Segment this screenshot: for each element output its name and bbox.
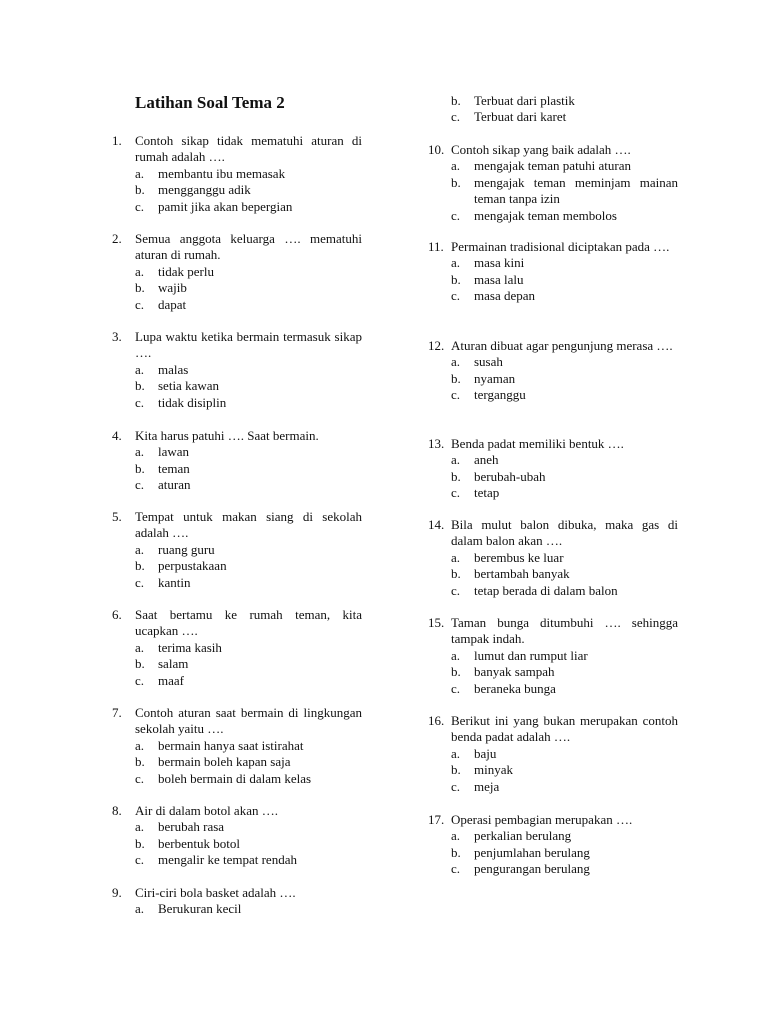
option-letter: c.: [135, 394, 145, 410]
option-letter: a.: [451, 452, 461, 468]
answer-option: [428, 762, 678, 778]
answer-option: [112, 542, 362, 558]
page-title: Latihan Soal Tema 2: [135, 93, 285, 112]
option-text: ruang guru: [158, 541, 215, 557]
answer-option: [112, 297, 362, 313]
question-11: [428, 239, 678, 305]
answer-option: [428, 746, 678, 762]
question-number: 14.: [428, 517, 445, 532]
option-letter: a.: [135, 541, 145, 557]
option-text: salam: [158, 656, 189, 672]
option-letter: c.: [135, 198, 145, 214]
option-letter: b.: [451, 93, 461, 108]
option-text: berembus ke luar: [474, 549, 564, 565]
option-text: berubah-ubah: [474, 468, 546, 484]
option-text: lumut dan rumput liar: [474, 647, 588, 663]
answer-option: [112, 901, 362, 917]
answer-option: [428, 272, 678, 288]
question-number: 5.: [112, 509, 122, 524]
option-text: masa kini: [474, 255, 525, 271]
question-9: [112, 885, 362, 918]
option-text: mengalir ke tempat rendah: [158, 852, 297, 868]
answer-option: [428, 469, 678, 485]
question-6: [112, 607, 362, 689]
answer-option: [112, 378, 362, 394]
option-text: mengajak teman membolos: [474, 207, 617, 223]
option-letter: c.: [451, 582, 461, 598]
option-text: Berukuran kecil: [158, 901, 242, 917]
option-text: berbentuk botol: [158, 835, 240, 851]
option-text: mengganggu adik: [158, 182, 251, 198]
question-10: [428, 142, 678, 224]
option-text: malas: [158, 361, 189, 377]
answer-option: [112, 836, 362, 852]
option-letter: a.: [135, 444, 145, 460]
option-letter: c.: [451, 207, 461, 223]
option-letter: b.: [135, 656, 145, 672]
question-stem: Operasi pembagian merupakan ….: [451, 812, 633, 827]
question-15: [428, 615, 678, 697]
answer-option: [428, 452, 678, 468]
option-letter: b.: [451, 664, 461, 680]
option-letter: c.: [135, 296, 145, 312]
question-number: 6.: [112, 607, 122, 622]
option-text: mengajak teman meminjam mainan teman tanpa izin: [474, 174, 678, 207]
option-letter: b.: [135, 754, 145, 770]
option-letter: a.: [451, 255, 461, 271]
option-letter: b.: [135, 378, 145, 394]
question-1: [112, 133, 362, 215]
question-number: 8.: [112, 803, 122, 818]
question-number: 16.: [428, 713, 445, 728]
option-text: wajib: [158, 280, 187, 296]
answer-option: [112, 362, 362, 378]
option-text: mengajak teman patuhi aturan: [474, 158, 632, 174]
option-letter: b.: [451, 174, 461, 190]
option-letter: c.: [451, 109, 461, 125]
option-letter: a.: [135, 263, 145, 279]
answer-option: [428, 175, 678, 208]
question-number: 10.: [428, 142, 445, 157]
question-number: 7.: [112, 705, 122, 720]
option-letter: a.: [135, 639, 145, 655]
option-text: meja: [474, 778, 500, 794]
question-number: 3.: [112, 329, 122, 344]
answer-option: [112, 738, 362, 754]
question-number: 2.: [112, 231, 122, 246]
question-stem: Contoh aturan saat bermain di lingkungan sekolah yaitu ….: [135, 705, 362, 737]
option-text: teman: [158, 460, 190, 476]
option-letter: a.: [451, 549, 461, 565]
question-3: [112, 329, 362, 411]
question-13: [428, 436, 678, 502]
answer-option: [112, 461, 362, 477]
option-text: penjumlahan berulang: [474, 844, 590, 860]
option-letter: c.: [135, 574, 145, 590]
option-letter: a.: [451, 354, 461, 370]
answer-option: [112, 264, 362, 280]
option-text: bertambah banyak: [474, 566, 570, 582]
question-stem: Lupa waktu ketika bermain termasuk sikap ….: [135, 329, 362, 361]
option-letter: a.: [135, 819, 145, 835]
option-letter: c.: [451, 387, 461, 403]
option-letter: a.: [135, 165, 145, 181]
option-text: banyak sampah: [474, 664, 555, 680]
option-text: lawan: [158, 444, 190, 460]
option-text: kantin: [158, 574, 191, 590]
option-text: Terbuat dari karet: [474, 109, 567, 125]
option-letter: b.: [451, 762, 461, 778]
option-text: bermain hanya saat istirahat: [158, 737, 304, 753]
option-letter: b.: [135, 182, 145, 198]
option-letter: c.: [451, 485, 461, 501]
answer-option: [428, 681, 678, 697]
option-letter: b.: [135, 835, 145, 851]
option-letter: c.: [135, 852, 145, 868]
answer-option: [112, 395, 362, 411]
option-letter: a.: [451, 828, 461, 844]
answer-option: [112, 673, 362, 689]
answer-option: [428, 354, 678, 370]
question-2: [112, 231, 362, 313]
option-text: beraneka bunga: [474, 680, 556, 696]
answer-option: [112, 166, 362, 182]
question-stem: Aturan dibuat agar pengunjung merasa ….: [451, 338, 673, 353]
option-letter: c.: [451, 778, 461, 794]
answer-option: [112, 199, 362, 215]
answer-option: [112, 771, 362, 787]
option-letter: a.: [135, 901, 145, 917]
answer-option: [428, 779, 678, 795]
option-text: bermain boleh kapan saja: [158, 754, 291, 770]
answer-option: [428, 387, 678, 403]
option-text: Terbuat dari plastik: [474, 93, 575, 108]
question-17: [428, 812, 678, 878]
option-text: pengurangan berulang: [474, 861, 590, 877]
answer-option: [428, 158, 678, 174]
question-stem: Bila mulut balon dibuka, maka gas di dalam balon akan ….: [451, 517, 678, 549]
question-stem: Benda padat memiliki bentuk ….: [451, 436, 624, 451]
answer-option: [428, 255, 678, 271]
option-letter: c.: [451, 861, 461, 877]
option-letter: c.: [451, 288, 461, 304]
answer-option: [112, 640, 362, 656]
option-text: tidak disiplin: [158, 394, 227, 410]
option-letter: b.: [135, 460, 145, 476]
question-number: 13.: [428, 436, 445, 451]
question-4: [112, 428, 362, 494]
option-letter: c.: [135, 477, 145, 493]
option-text: membantu ibu memasak: [158, 165, 286, 181]
option-letter: b.: [451, 271, 461, 287]
question-stem: Tempat untuk makan siang di sekolah adalah ….: [135, 509, 362, 541]
option-letter: c.: [135, 770, 145, 786]
option-text: masa depan: [474, 288, 536, 304]
option-text: baju: [474, 745, 497, 761]
question-stem: Ciri-ciri bola basket adalah ….: [135, 885, 296, 900]
answer-option: [112, 852, 362, 868]
answer-option: [112, 575, 362, 591]
option-text: perpustakaan: [158, 558, 227, 574]
option-text: minyak: [474, 762, 513, 778]
answer-option: [428, 109, 678, 125]
answer-option: [112, 558, 362, 574]
answer-option: [428, 288, 678, 304]
answer-option: [428, 93, 678, 109]
question-16: [428, 713, 678, 795]
question-8: [112, 803, 362, 869]
answer-option: [112, 280, 362, 296]
option-letter: c.: [135, 672, 145, 688]
option-text: maaf: [158, 672, 184, 688]
question-number: 17.: [428, 812, 445, 827]
option-letter: b.: [451, 844, 461, 860]
answer-option: [112, 656, 362, 672]
question-stem: Semua anggota keluarga …. mematuhi aturan di rumah.: [135, 231, 362, 263]
answer-option: [112, 182, 362, 198]
option-letter: b.: [451, 566, 461, 582]
option-letter: b.: [451, 468, 461, 484]
option-text: susah: [474, 354, 503, 370]
question-7: [112, 705, 362, 787]
option-text: masa lalu: [474, 271, 524, 287]
answer-option: [112, 444, 362, 460]
question-number: 15.: [428, 615, 445, 630]
option-letter: a.: [451, 647, 461, 663]
question-12: [428, 338, 678, 404]
answer-option: [428, 828, 678, 844]
option-text: tetap berada di dalam balon: [474, 582, 618, 598]
answer-option: [428, 583, 678, 599]
option-text: nyaman: [474, 370, 516, 386]
question-14: [428, 517, 678, 599]
option-text: terganggu: [474, 387, 526, 403]
question-number: 11.: [428, 239, 444, 254]
question-number: 12.: [428, 338, 445, 353]
answer-option: [428, 208, 678, 224]
option-letter: a.: [135, 361, 145, 377]
option-text: aneh: [474, 452, 499, 468]
option-text: perkalian berulang: [474, 828, 572, 844]
option-letter: b.: [135, 280, 145, 296]
option-letter: c.: [451, 680, 461, 696]
question-5: [112, 509, 362, 591]
answer-option: [112, 477, 362, 493]
option-text: tetap: [474, 485, 500, 501]
option-letter: a.: [135, 737, 145, 753]
answer-option: [428, 664, 678, 680]
question-stem: Berikut ini yang bukan merupakan contoh benda padat adalah ….: [451, 713, 678, 745]
option-text: boleh bermain di dalam kelas: [158, 770, 312, 786]
option-text: terima kasih: [158, 639, 222, 655]
answer-option: [428, 371, 678, 387]
question-stem: Contoh sikap yang baik adalah ….: [451, 142, 631, 157]
question-9-continued: [428, 93, 678, 126]
question-number: 9.: [112, 885, 122, 900]
answer-option: [428, 648, 678, 664]
option-text: tidak perlu: [158, 263, 214, 279]
question-number: 1.: [112, 133, 122, 148]
option-letter: a.: [451, 745, 461, 761]
question-stem: Kita harus patuhi …. Saat bermain.: [135, 428, 319, 443]
answer-option: [112, 819, 362, 835]
option-text: pamit jika akan bepergian: [158, 198, 293, 214]
option-letter: b.: [451, 370, 461, 386]
option-text: berubah rasa: [158, 819, 225, 835]
answer-option: [428, 550, 678, 566]
question-number: 4.: [112, 428, 122, 443]
option-letter: b.: [135, 558, 145, 574]
option-letter: a.: [451, 158, 461, 174]
answer-option: [112, 754, 362, 770]
option-text: dapat: [158, 296, 187, 312]
answer-option: [428, 845, 678, 861]
question-stem: Permainan tradisional diciptakan pada ….: [451, 239, 670, 254]
question-stem: Taman bunga ditumbuhi …. sehingga tampak indah.: [451, 615, 678, 647]
question-stem: Saat bertamu ke rumah teman, kita ucapkan ….: [135, 607, 362, 639]
answer-option: [428, 861, 678, 877]
answer-option: [428, 485, 678, 501]
option-text: aturan: [158, 477, 191, 493]
answer-option: [428, 566, 678, 582]
question-stem: Contoh sikap tidak mematuhi aturan di rumah adalah ….: [135, 133, 362, 165]
option-text: setia kawan: [158, 378, 220, 394]
question-stem: Air di dalam botol akan ….: [135, 803, 278, 818]
